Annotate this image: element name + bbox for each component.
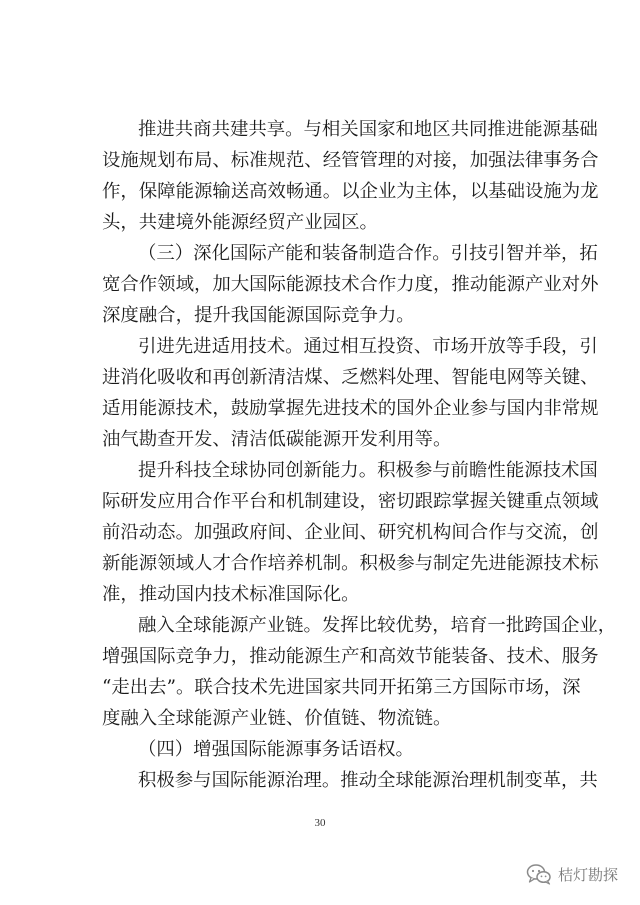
paragraph-4-line-3: 前沿动态。加强政府间、企业间、研究机构间合作与交流，创 (102, 522, 599, 543)
paragraph-4-line-4: 新能源领域人才合作培养机制。积极参与制定先进能源技术标 (102, 553, 599, 574)
paragraph-3-line-2: 进消化吸收和再创新清洁煤、乏燃料处理、智能电网等关键、 (102, 367, 599, 388)
paragraph-2-line-3: 深度融合，提升我国能源国际竞争力。 (102, 305, 415, 326)
paragraph-2-line-2: 宽合作领域，加大国际能源技术合作力度，推动能源产业对外 (102, 274, 599, 295)
paragraph-3-line-1: 引进先进适用技术。通过相互投资、市场开放等手段，引 (138, 336, 598, 357)
wechat-icon (526, 863, 552, 885)
paragraph-1-line-1: 推进共商共建共享。与相关国家和地区共同推进能源基础 (138, 119, 598, 140)
paragraph-7-line-1: 积极参与国际能源治理。推动全球能源治理机制变革，共 (138, 770, 598, 791)
paragraph-1-line-4: 头，共建境外能源经贸产业园区。 (102, 212, 378, 233)
paragraph-3-line-3: 适用能源技术，鼓励掌握先进技术的国外企业参与国内非常规 (102, 398, 599, 419)
paragraph-3-line-4: 油气勘查开发、清洁低碳能源开发利用等。 (102, 429, 452, 450)
paragraph-5-line-1: 融入全球能源产业链。发挥比较优势，培育一批跨国企业， (138, 615, 617, 636)
watermark (526, 861, 618, 887)
paragraph-4-line-5: 准，推动国内技术标准国际化。 (102, 584, 360, 605)
page-number: 30 (314, 817, 326, 829)
paragraph-5-line-3: “走出去”。联合技术先进国家共同开拓第三方国际市场，深 (102, 677, 581, 698)
paragraph-4-line-2: 际研发应用合作平台和机制建设，密切跟踪掌握关键重点领域 (102, 491, 599, 512)
watermark-text: 桔灯勘探 (557, 865, 618, 884)
section-heading-4: （四）增强国际能源事务话语权。 (138, 739, 414, 760)
paragraph-5-line-2: 增强国际竞争力，推动能源生产和高效节能装备、技术、服务 (102, 646, 599, 667)
paragraph-1-line-3: 作，保障能源输送高效畅通。以企业为主体，以基础设施为龙 (102, 181, 599, 202)
paragraph-5-line-4: 度融入全球能源产业链、价值链、物流链。 (102, 708, 452, 729)
paragraph-2-line-1: （三）深化国际产能和装备制造合作。引技引智并举，拓 (138, 243, 598, 264)
paragraph-1-line-2: 设施规划布局、标准规范、经管管理的对接，加强法律事务合 (102, 150, 599, 171)
paragraph-4-line-1: 提升科技全球协同创新能力。积极参与前瞻性能源技术国 (138, 460, 598, 481)
